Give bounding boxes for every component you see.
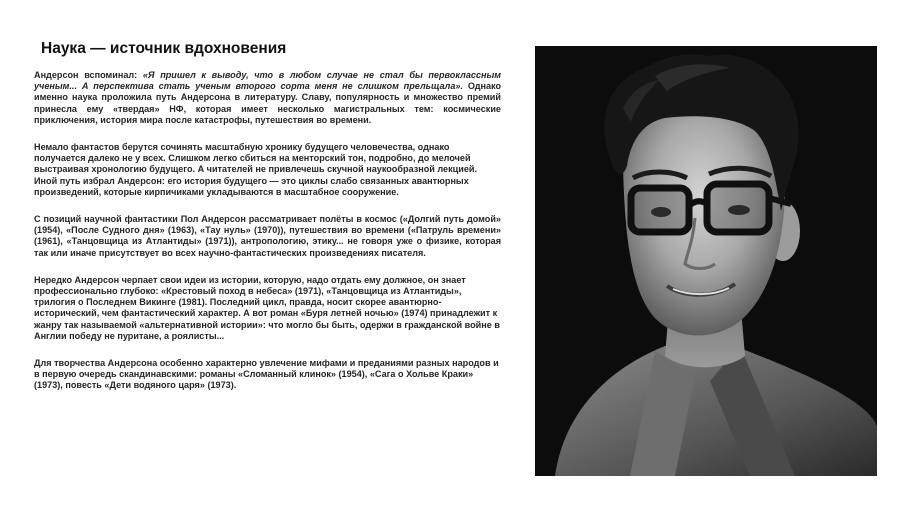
paragraph-4: Нередко Андерсон черпает свои идеи из истории, которую, надо отдать ему должное, он знает профессионально глубоко: «Крестовый поход в небеса» (1971), «Танцовщица из Атлантиды», трилогия о Последнем Викинге (1981). Последний цикл, правда, носит скорее авантюрно-исторический, чем фантастический характер. А вот роман «Буря летней ночью» (1974) принадлежит к жанру так называемой «альтернативной истории»: что могло бы быть, одержи в гражданской войне в Англии победу не пуритане, а роялисты...	[34, 274, 500, 341]
body-text	[34, 70, 501, 408]
paragraph-2: Немало фантастов берутся сочинять масштабную хронику будущего человечества, однако получается далеко не у всех. Слишком легко сбиться на менторский тон, подробно, до мелочей выстраивая хронологию будущего. А читателей не привлечешь скучной наукообразной лекцией. Иной путь избрал Андерсон: его история будущего — это циклы слабо связанных авантюрных произведений, которые кирпичиками укладываются в масштабное сооружение.	[34, 142, 478, 197]
portrait-photo	[535, 46, 877, 476]
portrait-photo-icon	[535, 46, 877, 476]
paragraph-1-quote: «Я пришел к выводу, что в любом случае не стал бы первоклассным ученым... А перспектива стать ученым второго сорта меня не слишком прельщала».	[34, 70, 501, 92]
paragraph-1	[34, 70, 501, 126]
paragraph-3: С позиций научной фантастики Пол Андерсон рассматривает полёты в космос («Долгий путь домой» (1954), «После Судного дня» (1963), «Тау нуль» (1970)), путешествия во времени («Патруль времени» (1961), «Танцовщица из Атлантиды» (1971)), антропологию, этику... не говоря уже о физике, которая так или иначе присутствует во всех научно-фантастических произведениях писателя.	[34, 214, 501, 258]
paragraph-1-lead: Андерсон вспоминал:	[34, 70, 143, 80]
slide-title: Наука — источник вдохновения	[41, 40, 287, 57]
paragraph-1-rest: Однако именно наука проложила путь Андерсона в литературу. Славу, популярность и множество премий принесла ему «твердая» НФ, которая имеет несколько магистральных тем: космические приключения, история мира после катастрофы, путешествия во времени.	[34, 81, 501, 125]
paragraph-5: Для творчества Андерсона особенно характерно увлечение мифами и преданиями разных народов и в первую очередь скандинавскими: романы «Сломанный клинок» (1954), «Сага о Хольве Краки» (1973), повесть «Дети водяного царя» (1973).	[34, 358, 499, 391]
